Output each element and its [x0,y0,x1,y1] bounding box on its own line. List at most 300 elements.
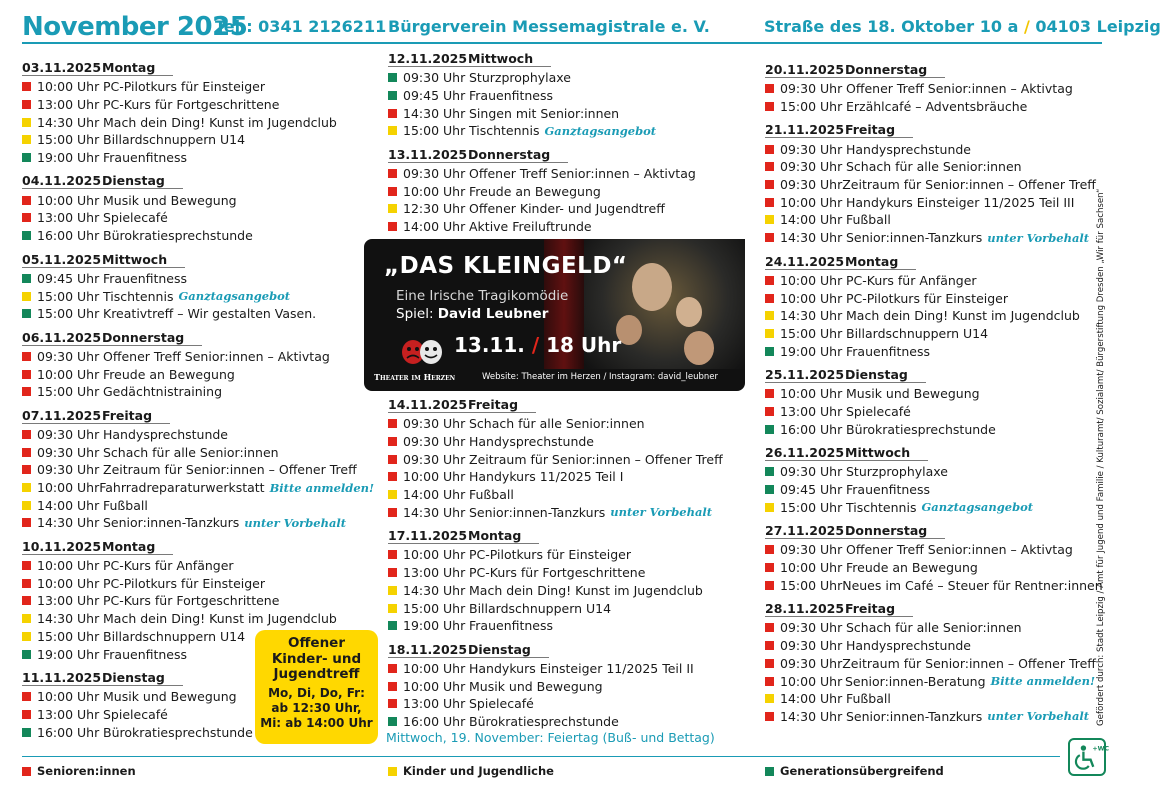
category-square [388,419,397,428]
category-square [765,425,774,434]
event-title: Singen mit Senior:innen [469,105,620,121]
category-square [388,204,397,213]
event-time: 14:30 Uhr [780,308,843,324]
event-row [388,468,758,486]
event-title: Offener Treff Senior:innen – Aktivtag [103,348,330,364]
event-row [765,342,1095,360]
category-square [388,699,397,708]
event-row [765,463,1095,481]
event-row [765,211,1095,229]
day-date: 14.11.2025 [388,397,468,412]
category-square [388,437,397,446]
day-heading [388,642,549,658]
sponsor-note: Gefördert durch: Stadt Leipzig / Amt für Jugend und Familie / Kulturamt/ Sozialamt/ Bürgerstiftung Dresden „Wir für Sachsen“ [1096,188,1106,726]
event-row [22,191,362,209]
event-title: Schach für alle Senior:innen [469,416,645,432]
event-time: 14:30 Uhr [37,515,100,531]
event-time: 09:30 Uhr [403,166,466,182]
day-block [765,119,1095,246]
category-square [765,145,774,154]
event-row [388,165,758,183]
day-block [22,405,375,532]
event-row [388,104,758,122]
event-title: Frauenfitness [846,482,931,498]
event-time: 10:00 Uhr [780,272,843,288]
event-row [388,69,758,87]
category-square [765,215,774,224]
event-title: Handysprechstunde [469,434,594,450]
event-time: 10:00 Uhr [780,290,843,306]
event-title: Fußball [846,212,891,228]
event-title: Tischtennis [469,123,540,139]
event-time: 10:00 Uhr [37,689,100,705]
event-time: 09:30 Uhr [403,416,466,432]
event-time: 10:00 Uhr [403,547,466,563]
event-row [388,677,758,695]
category-square [22,448,31,457]
schedule-column-2-top [388,48,758,240]
category-square [22,274,31,283]
event-time: 14:00 Uhr [780,212,843,228]
event-time: 15:00 Uhr [780,325,843,341]
category-square [22,650,31,659]
category-square [22,82,31,91]
event-time: 09:30 Uhr [780,177,843,193]
event-title: PC-Kurs für Anfänger [103,558,234,574]
event-title: Frauenfitness [469,88,554,104]
poster-subtitle: Eine Irische Tragikomödie [396,288,569,304]
category-square [388,455,397,464]
category-square [765,311,774,320]
event-title: Bürokratiesprechstunde [103,228,253,244]
event-time: 09:30 Uhr [780,141,843,157]
category-square [22,231,31,240]
day-block [765,598,1095,725]
category-square [765,329,774,338]
category-square [22,632,31,641]
category-square [388,664,397,673]
street: Straße des 18. Oktober 10 a [764,17,1019,36]
address [764,17,1161,36]
day-block [765,251,1095,360]
event-time: 10:00 Uhr [37,558,100,574]
event-row [765,229,1095,247]
event-row [22,348,362,366]
category-square [765,485,774,494]
organization-name: Bürgerverein Messemagistrale e. V. [388,17,710,36]
day-heading [388,147,568,163]
event-row [765,158,1095,176]
event-title: Handysprechstunde [846,638,971,654]
event-time: 10:00 Uhr [780,194,843,210]
event-row [388,713,758,731]
category-square [388,682,397,691]
event-title: PC-Kurs für Anfänger [846,272,977,288]
event-time: 15:00 Uhr [403,600,466,616]
category-square [765,162,774,171]
day-heading [765,367,926,383]
event-title: Aktive Freiluftrunde [469,219,592,235]
event-row [765,325,1095,343]
day-block [22,170,362,244]
event-time: 09:30 Uhr [37,426,100,442]
event-time: 14:30 Uhr [403,582,466,598]
event-row [765,272,1095,290]
poster-web-info: Website: Theater im Herzen / Instagram: david_leubner [482,372,718,382]
event-row [22,426,362,444]
event-title: Musik und Bewegung [103,689,237,705]
event-row [22,496,362,514]
event-time: 14:30 Uhr [37,611,100,627]
footer-divider [22,756,1060,757]
poster-date-slash: / [531,333,540,357]
event-time: 14:30 Uhr [403,105,466,121]
address-slash: / [1023,17,1030,36]
event-row [22,131,362,149]
category-square [765,84,774,93]
event-row [765,176,1095,194]
day-weekday: Donnerstag [845,523,928,539]
event-row [388,415,758,433]
event-row [765,385,1095,403]
poster-theater-name: Theater im Herzen [374,372,456,382]
day-heading [22,173,183,189]
event-row [22,610,362,628]
event-title: Spielecafé [103,706,168,722]
event-title: PC-Kurs für Fortgeschrittene [103,97,280,113]
day-block [22,327,362,401]
poster-date [454,333,621,357]
event-row [765,498,1095,516]
category-square [765,677,774,686]
event-row [388,182,758,200]
legend-youth [388,764,554,778]
day-block [765,59,1095,115]
category-square [765,581,774,590]
day-heading [22,330,202,346]
category-square [22,728,31,737]
category-square [388,187,397,196]
day-heading [22,539,173,555]
day-heading [22,252,185,268]
event-title: Handykurs Einsteiger 11/2025 Teil III [846,194,1075,210]
event-title: Fahrradreparaturwerkstatt [99,480,265,496]
day-weekday: Freitag [102,407,153,423]
event-title: Spielecafé [846,403,911,419]
event-time: 09:30 Uhr [780,655,843,671]
day-date: 06.11.2025 [22,329,102,345]
event-title: Tischtennis [103,288,174,304]
legend-intergenerational [765,764,944,778]
event-row [388,599,758,617]
event-note: unter Vorbehalt [987,709,1090,724]
day-weekday: Donnerstag [845,62,928,77]
event-time: 10:00 Uhr [37,79,100,95]
day-heading [388,51,551,67]
event-time: 14:30 Uhr [780,230,843,246]
category-square [765,712,774,721]
event-time: 15:00 Uhr [403,123,466,139]
event-row [388,503,758,521]
day-date: 25.11.2025 [765,366,845,382]
event-time: 15:00 Uhr [37,384,100,400]
event-title: Senior:innen-Tanzkurs [846,708,983,724]
event-row [22,209,362,227]
event-time: 19:00 Uhr [403,618,466,634]
event-note: unter Vorbehalt [244,515,347,530]
day-date: 13.11.2025 [388,146,468,162]
day-weekday: Mittwoch [845,445,911,460]
event-row [765,541,1095,559]
event-title: Bürokratiesprechstunde [469,713,619,729]
event-time: 13:00 Uhr [403,565,466,581]
category-square [22,483,31,492]
poster-date-day: 13.11. [454,333,525,357]
event-title: Spielecafé [103,210,168,226]
day-weekday: Donnerstag [468,146,551,162]
infobox-times-line: ab 12:30 Uhr, [271,700,362,715]
event-time: 19:00 Uhr [780,343,843,359]
day-date: 05.11.2025 [22,251,102,267]
event-time: 09:30 Uhr [37,444,100,460]
event-row [765,193,1095,211]
legend-label: Senioren:innen [37,764,136,778]
category-square [388,91,397,100]
event-title: PC-Kurs für Fortgeschrittene [103,593,280,609]
event-title: Musik und Bewegung [103,192,237,208]
event-note: Bitte anmelden! [269,480,375,495]
day-heading [765,445,928,461]
event-row [388,433,758,451]
category-square [765,694,774,703]
event-title: Frauenfitness [103,646,188,662]
event-title: PC-Pilotkurs für Einsteiger [846,290,1009,306]
event-time: 16:00 Uhr [37,228,100,244]
category-square [388,169,397,178]
event-time: 19:00 Uhr [37,150,100,166]
day-weekday: Dienstag [102,173,165,189]
category-square [388,109,397,118]
event-row [765,80,1095,98]
day-block [765,442,1095,516]
event-title: Zeitraum für Senior:innen – Offener Treff [103,462,357,478]
event-time: 09:30 Uhr [780,638,843,654]
event-time: 12:30 Uhr [403,201,466,217]
event-time: 15:00 Uhr [37,306,100,322]
category-square [22,518,31,527]
event-row [765,98,1095,116]
event-title: Schach für alle Senior:innen [103,444,279,460]
event-title: Frauenfitness [103,270,188,286]
event-row [765,559,1095,577]
event-time: 13:00 Uhr [37,706,100,722]
event-title: Kreativtreff – Wir gestalten Vasen. [103,306,317,322]
event-time: 13:00 Uhr [37,593,100,609]
day-heading [22,408,170,424]
event-time: 15:00 Uhr [780,499,843,515]
event-time: 13:00 Uhr [37,210,100,226]
event-row [388,546,758,564]
event-row [22,592,362,610]
category-square [22,614,31,623]
category-square [22,561,31,570]
category-square [22,387,31,396]
event-title: PC-Kurs für Fortgeschrittene [469,565,646,581]
day-weekday: Freitag [845,122,896,138]
event-title: Mach dein Ding! Kunst im Jugendclub [103,611,337,627]
event-time: 13:00 Uhr [403,696,466,712]
day-block [388,394,758,521]
day-weekday: Dienstag [845,366,908,382]
event-row [765,655,1095,673]
event-row [765,672,1095,690]
event-title: Erzählcafé – Adventsbräuche [846,99,1028,115]
phone-number: Tel.: 0341 2126211 [215,17,387,36]
day-date: 26.11.2025 [765,445,845,460]
event-title: Handysprechstunde [103,426,228,442]
event-title: Spielecafé [469,696,534,712]
category-square [22,692,31,701]
event-row [765,403,1095,421]
event-row [22,287,362,305]
event-title: PC-Pilotkurs für Einsteiger [103,79,266,95]
day-block [765,520,1103,594]
legend-label: Kinder und Jugendliche [403,764,554,778]
event-title: Handysprechstunde [846,141,971,157]
legend-label: Generationsübergreifend [780,764,944,778]
event-row [388,695,758,713]
event-title: Freude an Bewegung [846,560,978,576]
event-time: 15:00 Uhr [37,132,100,148]
event-time: 09:30 Uhr [403,70,466,86]
category-square [765,198,774,207]
event-title: Zeitraum für Senior:innen – Offener Treff [842,177,1096,193]
day-block [22,57,362,166]
infobox-times [255,686,378,731]
event-time: 15:00 Uhr [37,288,100,304]
event-title: Offener Treff Senior:innen – Aktivtag [846,81,1073,97]
category-square [22,153,31,162]
event-title: Freude an Bewegung [469,183,601,199]
event-title: Schach für alle Senior:innen [846,159,1022,175]
event-time: 19:00 Uhr [37,646,100,662]
day-weekday: Freitag [845,601,896,617]
day-heading [22,60,173,76]
event-row [22,113,362,131]
event-row [765,289,1095,307]
event-time: 10:00 Uhr [37,575,100,591]
day-date: 27.11.2025 [765,523,845,539]
event-time: 10:00 Uhr [403,678,466,694]
category-square [22,135,31,144]
category-square [765,659,774,668]
category-square [22,100,31,109]
holiday-note: Mittwoch, 19. November: Feiertag (Buß- und Bettag) [386,730,715,745]
category-square [765,180,774,189]
event-title: Billardschnuppern U14 [846,325,989,341]
event-time: 09:30 Uhr [37,462,100,478]
event-title: Bürokratiesprechstunde [846,421,996,437]
event-row [22,227,362,245]
category-square [22,579,31,588]
category-square [765,347,774,356]
event-title: Sturzprophylaxe [846,464,948,480]
event-time: 14:00 Uhr [37,497,100,513]
event-time: 14:30 Uhr [37,114,100,130]
event-title: Zeitraum für Senior:innen – Offener Treff [469,451,723,467]
event-row [22,557,362,575]
event-row [765,307,1095,325]
day-heading [765,601,913,617]
event-time: 10:00 Uhr [403,660,466,676]
event-row [765,690,1095,708]
day-weekday: Montag [845,253,899,269]
event-title: Frauenfitness [103,150,188,166]
event-row [388,660,758,678]
category-square [22,118,31,127]
infobox-times-line: Mi: ab 14:00 Uhr [260,715,373,730]
event-row [388,486,758,504]
event-title: Gedächtnistraining [103,384,223,400]
event-time: 10:00 Uhr [780,386,843,402]
event-title: Zeitraum für Senior:innen – Offener Treff [842,655,1096,671]
event-time: 15:00 Uhr [37,628,100,644]
category-square [765,623,774,632]
day-heading [765,122,913,138]
event-time: 09:30 Uhr [403,451,466,467]
day-date: 17.11.2025 [388,528,468,544]
event-row [22,270,362,288]
category-square [765,545,774,554]
event-row [22,443,362,461]
event-time: 09:30 Uhr [780,620,843,636]
event-title: Offener Kinder- und Jugendtreff [469,201,665,217]
event-title: Musik und Bewegung [469,678,603,694]
category-square [388,604,397,613]
page-header [22,10,1161,44]
day-date: 20.11.2025 [765,62,845,77]
infobox-title-line: Offener [288,635,345,651]
legend-green-square [765,767,774,776]
page-title: November 2025 [22,12,248,42]
day-date: 12.11.2025 [388,51,468,66]
category-square [388,508,397,517]
theater-poster [364,239,745,391]
day-weekday: Montag [102,60,156,75]
event-time: 09:45 Uhr [403,88,466,104]
event-row [22,461,362,479]
category-square [765,389,774,398]
day-weekday: Mittwoch [102,251,168,267]
event-time: 15:00 Uhr [780,577,843,593]
event-row [22,574,362,592]
event-time: 10:00 Uhr [403,183,466,199]
event-row [765,481,1095,499]
event-title: PC-Pilotkurs für Einsteiger [103,575,266,591]
event-note: Ganztagsangebot [178,289,291,304]
category-square [22,430,31,439]
day-date: 21.11.2025 [765,122,845,138]
event-row [22,149,362,167]
day-date: 24.11.2025 [765,253,845,269]
day-weekday: Dienstag [468,641,531,657]
event-time: 14:00 Uhr [403,487,466,503]
day-block [388,48,758,140]
event-row [22,383,362,401]
day-block [388,639,758,731]
event-time: 09:30 Uhr [780,81,843,97]
event-time: 09:45 Uhr [780,482,843,498]
